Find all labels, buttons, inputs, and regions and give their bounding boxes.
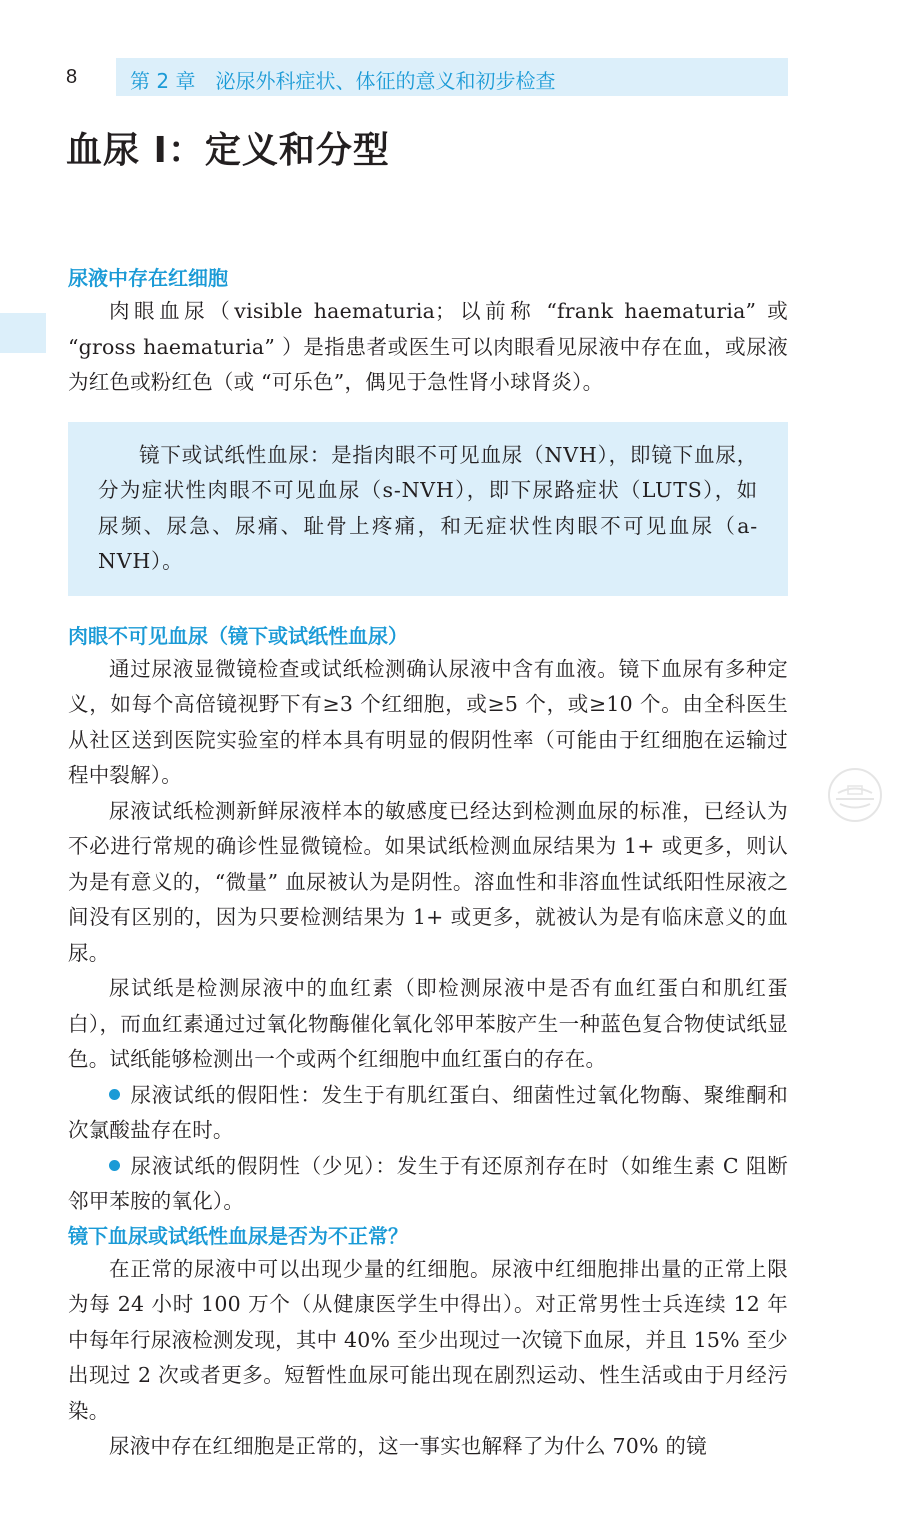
side-thumb-tab bbox=[0, 313, 46, 353]
paragraph: 通过尿液显微镜检查或试纸检测确认尿液中含有血液。镜下血尿有多种定义，如每个高倍镜视野下有≥3 个红细胞，或≥5 个，或≥10 个。由全科医生从社区送到医院实验室的样本具有明显的假阴性率（可能由于红细胞在运输过程中裂解）。 bbox=[68, 656, 788, 787]
section-heading: 镜下血尿或试纸性血尿是否为不正常？ bbox=[68, 1223, 408, 1248]
definition-note-box bbox=[68, 422, 788, 596]
bullet-item bbox=[68, 1149, 788, 1220]
page-number: 8 bbox=[66, 66, 78, 88]
paragraph: 尿试纸是检测尿液中的血红素（即检测尿液中是否有血红蛋白和肌红蛋白），而血红素通过过氧化物酶催化氧化邻甲苯胺产生一种蓝色复合物使试纸显色。试纸能够检测出一个或两个红细胞中血红蛋白的存在。 bbox=[68, 976, 788, 1071]
section-heading: 尿液中存在红细胞 bbox=[68, 266, 228, 290]
paragraph: 在正常的尿液中可以出现少量的红细胞。尿液中红细胞排出量的正常上限为每 24 小时 100 万个（从健康医学生中得出）。对正常男性士兵连续 12 年中每年行尿液检测发现，其中 40% 至少出现过一次镜下血尿，并且 15% 至少出现过 2 次或者更多。短暂性血尿可能出现在剧烈运动、性生活或由于月经污染。 bbox=[68, 1256, 788, 1423]
chapter-title: 第 2 章 泌尿外科症状、体征的意义和初步检查 bbox=[130, 69, 556, 93]
bullet-icon bbox=[109, 1089, 120, 1100]
bullet-icon bbox=[109, 1160, 120, 1171]
bullet-text: 尿液试纸的假阳性：发生于有肌红蛋白、细菌性过氧化物酶、聚维酮和次氯酸盐存在时。 bbox=[68, 1082, 788, 1142]
bullet-item bbox=[68, 1078, 788, 1149]
paragraph: 肉眼血尿（visible haematuria；以前称 “frank haematuria” 或 “gross haematuria” ）是指患者或医生可以肉眼看见尿液中存在血，或尿液为红色或粉红色（或 “可乐色”，偶见于急性肾小球肾炎）。 bbox=[68, 299, 788, 394]
paragraph: 尿液试纸检测新鲜尿液样本的敏感度已经达到检测血尿的标准，已经认为不必进行常规的确诊性显微镜检。如果试纸检测血尿结果为 1+ 或更多，则认为是有意义的，“微量” 血尿被认为是阴性。溶血性和非溶血性试纸阳性尿液之间没有区别的，因为只要检测结果为 1+ 或更多，就被认为是有临床意义的血尿。 bbox=[68, 798, 788, 965]
paragraph: 尿液中存在红细胞是正常的，这一事实也解释了为什么 70% 的镜 bbox=[109, 1434, 707, 1458]
page-title: 血尿 I：定义和分型 bbox=[66, 130, 390, 171]
content-area bbox=[68, 262, 788, 1465]
section-heading: 肉眼不可见血尿（镜下或试纸性血尿） bbox=[68, 623, 408, 648]
definition-note-text: 镜下或试纸性血尿：是指肉眼不可见血尿（NVH），即镜下血尿，分为症状性肉眼不可见血尿（s-NVH），即下尿路症状（LUTS），如尿频、尿急、尿痛、耻骨上疼痛，和无症状性肉眼不可见血尿（a-NVH）。 bbox=[98, 442, 758, 573]
bullet-text: 尿液试纸的假阴性（少见）：发生于有还原剂存在时（如维生素 C 阻断邻甲苯胺的氧化）。 bbox=[68, 1153, 788, 1213]
publisher-logo-watermark-icon bbox=[826, 766, 884, 824]
chapter-header-bar bbox=[116, 58, 788, 96]
